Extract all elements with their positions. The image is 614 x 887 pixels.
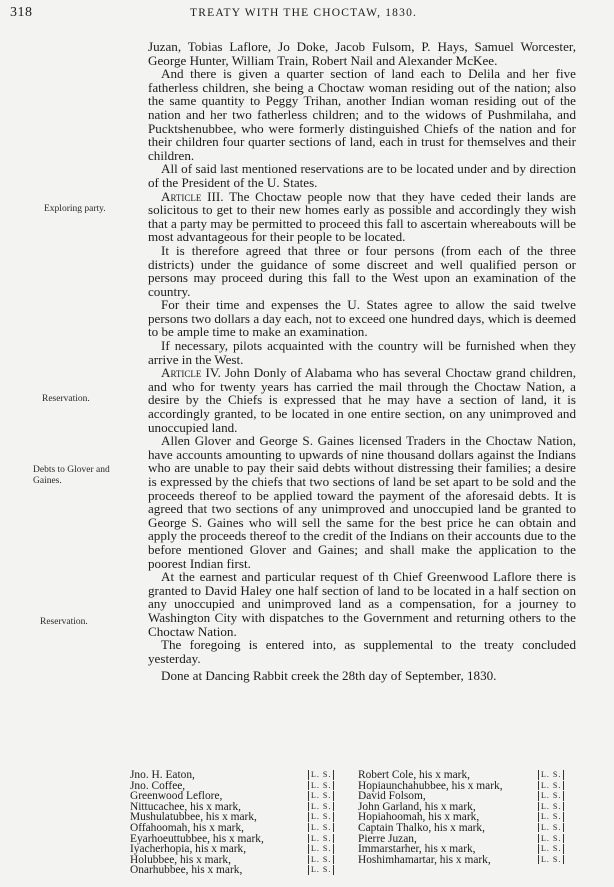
seal-mark: L. S. bbox=[538, 834, 564, 844]
signatory-name: Onarhubbee, his x mark, bbox=[130, 864, 243, 877]
seal-mark: L. S. bbox=[308, 834, 334, 844]
seal-mark: L. S. bbox=[308, 844, 334, 854]
signature-row bbox=[358, 855, 590, 866]
page-number: 318 bbox=[10, 5, 33, 20]
signatory-name: Hopiaunchahubbee, his x mark, bbox=[358, 779, 503, 792]
signatory-name: Iyacherhopia, his x mark, bbox=[130, 843, 247, 856]
seal-mark: L. S. bbox=[308, 865, 334, 875]
margin-note-debts: Debts to Glover and Gaines. bbox=[33, 465, 110, 486]
seal-mark: L. S. bbox=[308, 802, 334, 812]
signatory-name: Holubbee, his x mark, bbox=[130, 853, 231, 866]
paragraph-done-at: Done at Dancing Rabbit creek the 28th day of September, 1830. bbox=[161, 668, 497, 684]
signature-column-right bbox=[358, 770, 590, 865]
paragraph: If necessary, pilots acquainted with the country will be furnished when they arrive in the West. bbox=[148, 338, 576, 367]
margin-note-reservation-1: Reservation. bbox=[42, 394, 90, 404]
paragraph: For their time and expenses the U. States agree to allow the said twelve persons two dollars a day each, not to exceed one hundred days, which is deemed to be ample time to make an examination. bbox=[148, 297, 576, 340]
paragraph-article-iv bbox=[148, 366, 576, 434]
paragraph: And there is given a quarter section of land each to Delila and her five fatherless children, she being a Choctaw woman residing out of the nation; also the same quantity to Peggy Trihan, another Indian woman residing out of the nation and her two fatherless children; and to the widows of Pushmilaha, and Pucktshenubbee, who were formerly distinguished Chiefs of the nation and for their children four quarter sections of land, each in trust for themselves and their children. bbox=[148, 66, 576, 163]
signatory-name: David Folsom, bbox=[358, 790, 426, 803]
paragraph: All of said last mentioned reservations are to be located under and by direction of the President of the U. States. bbox=[148, 161, 576, 190]
paragraph: Juzan, Tobias Laflore, Jo Doke, Jacob Fulsom, P. Hays, Samuel Worcester, George Hunter, William Train, Robert Nail and Alexander McKee. bbox=[148, 39, 576, 68]
signatory-name: Jno. Coffee, bbox=[130, 779, 186, 792]
seal-mark: L. S. bbox=[308, 855, 334, 865]
seal-mark: L. S. bbox=[538, 770, 564, 780]
seal-mark: L. S. bbox=[538, 781, 564, 791]
seal-mark: L. S. bbox=[538, 791, 564, 801]
signatory-name: Hoshimhamartar, his x mark, bbox=[358, 853, 491, 866]
seal-mark: L. S. bbox=[538, 823, 564, 833]
signatory-name: John Garland, his x mark, bbox=[358, 800, 476, 813]
signatory-name: Robert Cole, his x mark, bbox=[358, 769, 470, 781]
seal-mark: L. S. bbox=[538, 844, 564, 854]
signatory-name: Nittucachee, his x mark, bbox=[130, 800, 242, 813]
signatory-name: Offahoomah, his x mark, bbox=[130, 821, 244, 834]
signatory-name: Eyarhoeuttubbee, his x mark, bbox=[130, 832, 264, 845]
article-heading: Article III. bbox=[161, 188, 224, 204]
seal-mark: L. S. bbox=[308, 781, 334, 791]
signature-column-left bbox=[130, 770, 360, 876]
seal-mark: L. S. bbox=[308, 770, 334, 780]
paragraph-text: The Choctaw people now that they have ceded their lands are solicitous to get to their new homes early as possible and accordingly they wish that a party may be permitted to proceed this fall to ascertain whereabouts will be most advantageous for their people to be located. bbox=[148, 188, 576, 245]
signatory-name: Pierre Juzan, bbox=[358, 832, 417, 845]
seal-mark: L. S. bbox=[538, 812, 564, 822]
seal-mark: L. S. bbox=[308, 791, 334, 801]
paragraph: It is therefore agreed that three or four persons (from each of the three districts) under the guidance of some discreet and well qualified person or persons may proceed during this fall to the West upon an examination of the country. bbox=[148, 242, 576, 299]
paragraph: Allen Glover and George S. Gaines licensed Traders in the Choctaw Nation, have accounts amounting to upwards of nine thousand dollars against the Indians who are unable to pay their said debts without distressing their families; a desire is expressed by the chiefs that two sections of land be set apart to be sold and the proceeds thereof to be applied toward the payment of the aforesaid debts. It is agreed that two sections of any unimproved and unoccupied land be granted to George S. Gaines who will sell the same for the best price he can obtain and apply the proceeds thereof to the credit of the Indians on their accounts due to the before mentioned Glover and Gaines; and shall make the application to the poorest Indian first. bbox=[148, 433, 576, 571]
seal-mark: L. S. bbox=[538, 855, 564, 865]
signatory-name: Captain Thalko, his x mark, bbox=[358, 821, 485, 834]
treaty-body-text bbox=[148, 40, 576, 683]
paragraph: At the earnest and particular request of th Chief Greenwood Laflore there is granted to David Haley one half section of land to be located in a half section on any unoccupied and unimproved land as a compensation, for a journey to Washington City with dispatches to the Government and returning others to the Choctaw Nation. bbox=[148, 569, 576, 639]
signatory-name: Mushulatubbee, his x mark, bbox=[130, 811, 257, 824]
article-heading: Article IV. bbox=[161, 365, 221, 381]
signatory-name: Greenwood Leflore, bbox=[130, 790, 223, 803]
signatory-name: Hopiahoomah, his x mark, bbox=[358, 811, 480, 824]
seal-mark: L. S. bbox=[308, 812, 334, 822]
paragraph-article-iii bbox=[148, 190, 576, 244]
running-head: TREATY WITH THE CHOCTAW, 1830. bbox=[190, 7, 418, 19]
seal-mark: L. S. bbox=[308, 823, 334, 833]
paragraph: The foregoing is entered into, as supplemental to the treaty concluded yesterday. bbox=[148, 637, 576, 666]
margin-note-reservation-2: Reservation. bbox=[40, 617, 88, 627]
paragraph-text: John Donly of Alabama who has several Choctaw grand children, and who for twenty years has carried the mail through the Choctaw Nation, a desire by the Chiefs is expressed that he may have a section of land, it is accordingly granted, to be located in one entire section, on any unimproved and unoccupied land. bbox=[148, 365, 576, 435]
seal-mark: L. S. bbox=[538, 802, 564, 812]
margin-note-exploring-party: Exploring party. bbox=[44, 204, 106, 214]
signatory-name: Jno. H. Eaton, bbox=[130, 769, 195, 781]
signature-row bbox=[130, 865, 360, 876]
signatory-name: Immarstarher, his x mark, bbox=[358, 843, 476, 856]
